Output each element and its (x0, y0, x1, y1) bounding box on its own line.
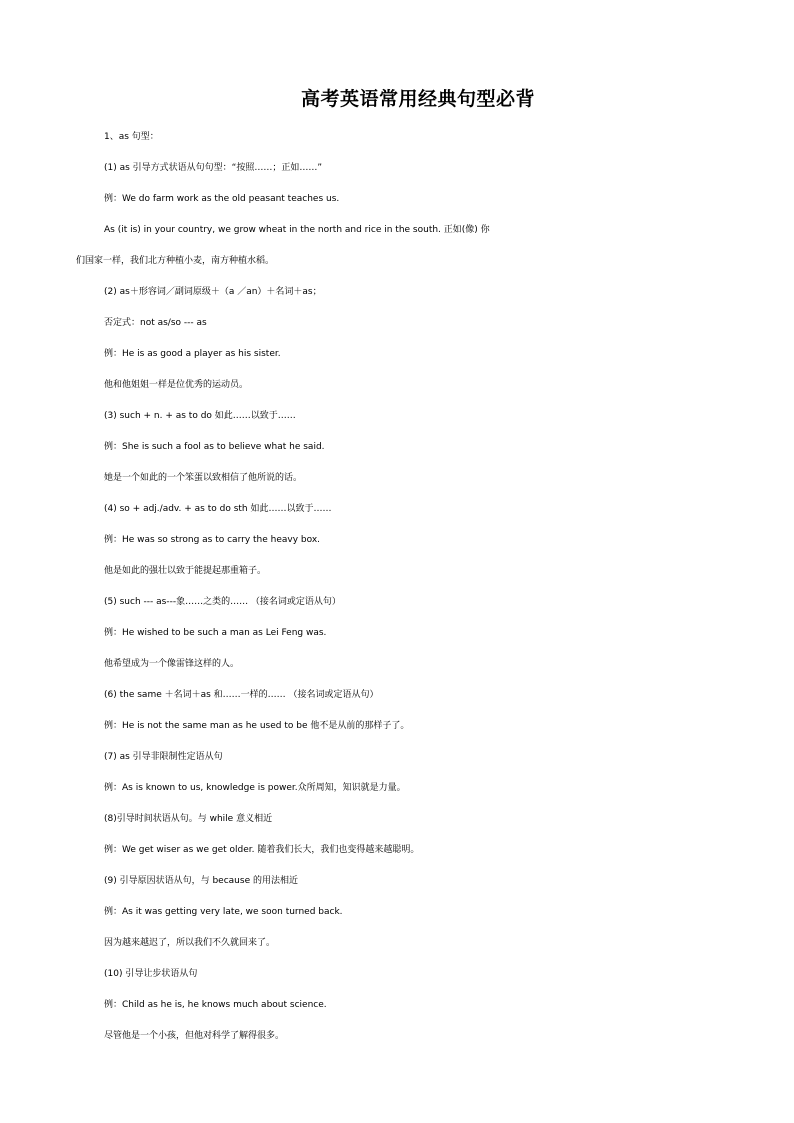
text-line: 例：We get wiser as we get older. 随着我们长大，我们也变得越来越聪明。 (104, 845, 420, 855)
text-line: 例：He was so strong as to carry the heavy box. (104, 535, 321, 545)
text-line: (10) 引导让步状语从句 (104, 969, 198, 979)
text-line: 他和他姐姐一样是位优秀的运动员。 (104, 380, 249, 390)
text-line: As (it is) in your country, we grow wheat in the north and rice in the south. 正如(像) 你 (104, 225, 490, 235)
text-line: 她是一个如此的一个笨蛋以致相信了他所说的话。 (104, 473, 303, 483)
text-line: 例：We do farm work as the old peasant teaches us. (104, 194, 340, 204)
text-line: (6) the same ＋名词＋as 和……一样的…… （接名词或定语从句） (104, 690, 379, 700)
text-line: 例：He is as good a player as his sister. (104, 349, 281, 359)
text-line: 他是如此的强壮以致于能提起那重箱子。 (104, 566, 267, 576)
text-line: (5) such --- as---象……之类的…… （接名词或定语从句） (104, 597, 341, 607)
text-line: 尽管他是一个小孩，但他对科学了解得很多。 (104, 1031, 285, 1041)
text-line: (7) as 引导非限制性定语从句 (104, 752, 223, 762)
text-line: (1) as 引导方式状语从句句型：“按照……；正如……” (104, 163, 323, 173)
text-line: 例：Child as he is, he knows much about science. (104, 1000, 327, 1010)
text-line: (3) such + n. + as to do 如此……以致于…… (104, 411, 296, 421)
text-line: 们国家一样，我们北方种植小麦，南方种植水稻。 (76, 256, 275, 266)
text-line: (8)引导时间状语从句。与 while 意义相近 (104, 814, 273, 824)
text-line: 例：As it was getting very late, we soon turned back. (104, 907, 343, 917)
text-line: 他希望成为一个像雷锋这样的人。 (104, 659, 240, 669)
text-line: 例：He wished to be such a man as Lei Feng was. (104, 628, 327, 638)
text-line: 1、as 句型： (104, 132, 159, 142)
document-title: 高考英语常用经典句型必背 (300, 88, 535, 110)
document-body (0, 122, 794, 1052)
text-line: 否定式：not as/so --- as (104, 318, 207, 328)
text-line: (2) as＋形容词／副词原级＋（a ／an）＋名词＋as； (104, 287, 322, 297)
text-line: 例：As is known to us, knowledge is power.众所周知，知识就是力量。 (104, 783, 406, 793)
text-line: 例：He is not the same man as he used to be 他不是从前的那样子了。 (104, 721, 410, 731)
text-line: (9) 引导原因状语从句，与 because 的用法相近 (104, 876, 298, 886)
text-line: (4) so + adj./adv. + as to do sth 如此……以致于…… (104, 504, 332, 514)
text-line: 因为越来越迟了，所以我们不久就回来了。 (104, 938, 276, 948)
text-line: 例：She is such a fool as to believe what he said. (104, 442, 325, 452)
